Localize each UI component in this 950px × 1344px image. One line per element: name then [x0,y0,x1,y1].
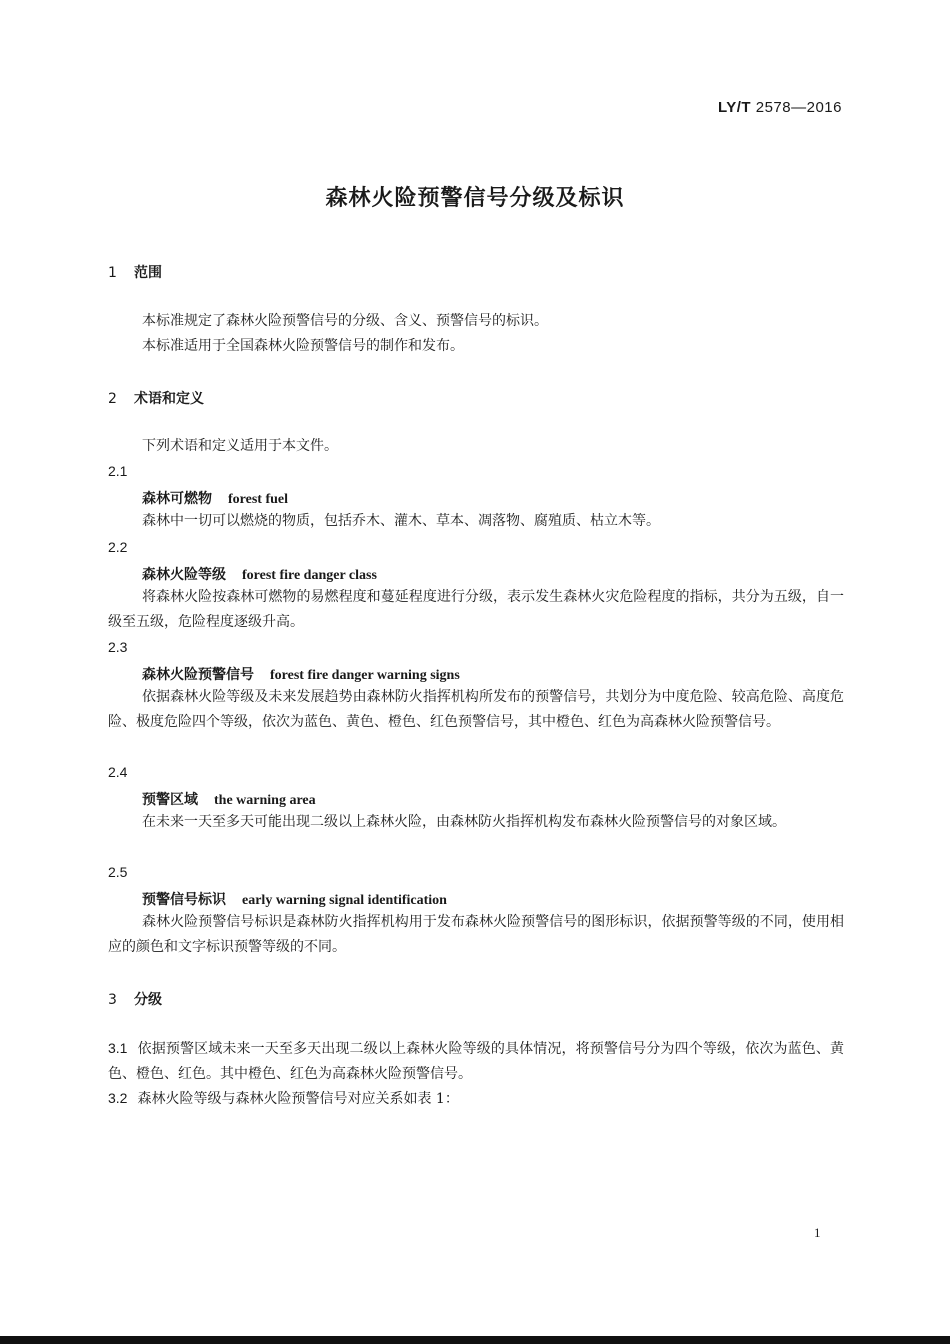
numbered-paragraph [108,1036,844,1087]
clause-number: 2.3 [108,639,128,655]
section-1-heading [108,262,162,282]
term-entry [142,789,316,809]
term-definition: 森林中一切可以燃烧的物质，包括乔木、灌木、草本、凋落物、腐殖质、枯立木等。 [142,513,660,529]
section-number: 1 [108,265,117,281]
bottom-border [0,1336,950,1344]
standard-prefix: LY/T [717,99,752,116]
term-definition: 将森林火险按森林可燃物的易燃程度和蔓延程度进行分级，表示发生森林火灾危险程度的指标，共分为五级，自一级至五级，危险程度逐级升高。 [108,589,844,630]
standard-code [718,99,842,116]
term-chinese: 森林可燃物 [142,491,212,507]
term-entry [142,889,447,909]
paragraph: 本标准适用于全国森林火险预警信号的制作和发布。 [142,338,464,354]
term-english: forest fire danger warning signs [270,668,460,683]
page-number: 1 [814,1225,821,1240]
clause-number: 2.1 [108,463,128,479]
clause-number: 2.4 [108,764,128,780]
section-number: 3 [108,992,117,1008]
term-entry [142,488,288,508]
section-title: 术语和定义 [134,391,204,407]
standard-number: 2578—2016 [755,99,842,116]
term-english: early warning signal identification [242,893,447,908]
paragraph: 本标准规定了森林火险预警信号的分级、含义、预警信号的标识。 [142,313,548,329]
paragraph-text: 依据预警区域未来一天至多天出现二级以上森林火险等级的具体情况，将预警信号分为四个等级，依次为蓝色、黄色、橙色、红色。其中橙色、红色为高森林火险预警信号。 [108,1041,844,1082]
numbered-paragraph [108,1086,844,1112]
paragraph-text: 森林火险等级与森林火险预警信号对应关系如表 1： [137,1091,459,1107]
term-chinese: 预警区域 [142,792,198,808]
term-entry [142,564,377,584]
term-definition: 森林火险预警信号标识是森林防火指挥机构用于发布森林火险预警信号的图形标识，依据预警等级的不同，使用相应的颜色和文字标识预警等级的不同。 [108,914,844,955]
section-number: 2 [108,391,117,407]
term-chinese: 预警信号标识 [142,892,226,908]
clause-number: 2.5 [108,864,128,880]
term-definition: 在未来一天至多天可能出现二级以上森林火险，由森林防火指挥机构发布森林火险预警信号的对象区域。 [142,814,786,830]
term-definition: 依据森林火险等级及未来发展趋势由森林防火指挥机构所发布的预警信号，共划分为中度危险、较高危险、高度危险、极度危险四个等级，依次为蓝色、黄色、橙色、红色预警信号，其中橙色、红色为高森林火险预警信号。 [108,689,844,730]
term-english: the warning area [214,793,316,808]
document-title: 森林火险预警信号分级及标识 [325,186,625,211]
term-english: forest fire danger class [242,568,377,583]
section-3-heading [108,989,162,1009]
term-entry [142,664,460,684]
clause-number: 2.2 [108,539,128,555]
paragraph: 下列术语和定义适用于本文件。 [142,438,338,454]
section-2-heading [108,388,204,408]
term-chinese: 森林火险等级 [142,567,226,583]
clause-number: 3.1 [108,1040,128,1056]
term-english: forest fuel [228,492,288,507]
section-title: 分级 [134,992,162,1008]
clause-number: 3.2 [108,1090,128,1106]
term-chinese: 森林火险预警信号 [142,667,254,683]
section-title: 范围 [134,265,162,281]
